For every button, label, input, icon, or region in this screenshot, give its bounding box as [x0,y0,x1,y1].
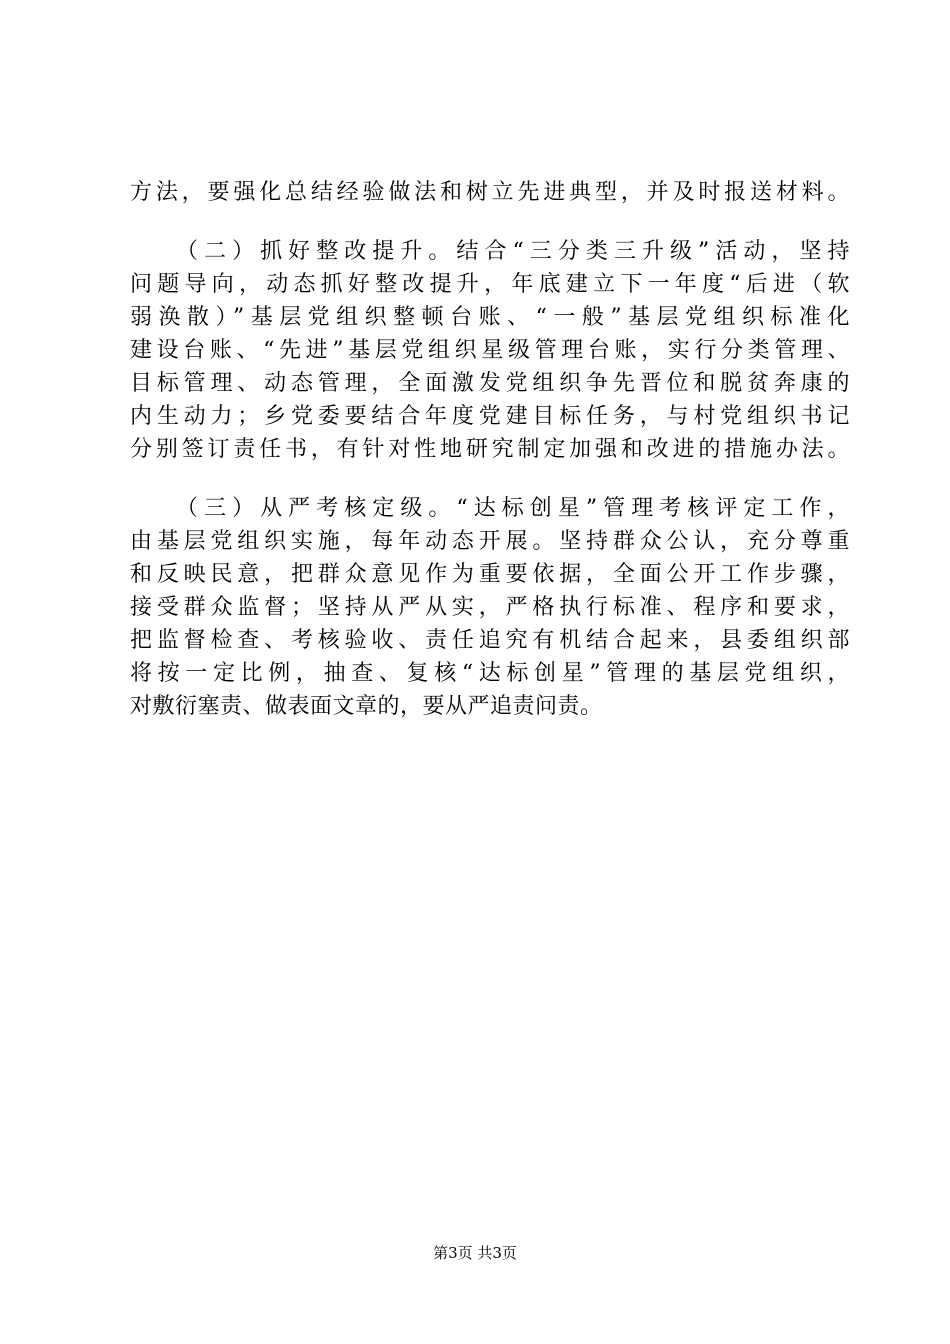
paragraph-spacer [130,209,850,235]
text-line: （二）抓好整改提升。结合“三分类三升级”活动，坚持 [176,239,850,264]
paragraph-3 [130,492,850,723]
text-line: 将按一定比例，抽查、复核“达标创星”管理的基层党组织， [130,661,850,686]
paragraph-2 [130,235,850,466]
text-line: 分别签订责任书，有针对性地研究制定加强和改进的措施办法。 [130,437,850,462]
text-line: 内生动力；乡党委要结合年度党建目标任务，与村党组织书记 [130,404,850,429]
text-line: 接受群众监督；坚持从严从实，严格执行标准、程序和要求， [130,595,850,620]
text-line: 方法，要强化总结经验做法和树立先进典型，并及时报送材料。 [130,180,850,205]
text-line: 由基层党组织实施，每年动态开展。坚持群众公认，充分尊重 [130,529,850,554]
text-line: 弱涣散）”基层党组织整顿台账、“一般”基层党组织标准化 [130,305,850,330]
text-line: 目标管理、动态管理，全面激发党组织争先晋位和脱贫奔康的 [130,371,850,396]
text-line: 对敷衍塞责、做表面文章的，要从严追责问责。 [130,694,603,719]
text-line: 问题导向，动态抓好整改提升，年底建立下一年度“后进（软 [130,272,850,297]
page-footer: 第3页 共3页 [433,1244,517,1262]
document-body [130,176,850,723]
text-line: 把监督检查、考核验收、责任追究有机结合起来，县委组织部 [130,628,850,653]
text-line: 和反映民意，把群众意见作为重要依据，全面公开工作步骤， [130,562,850,587]
paragraph-spacer [130,466,850,492]
paragraph-1 [130,176,850,209]
text-line: 建设台账、“先进”基层党组织星级管理台账，实行分类管理、 [130,338,850,363]
text-line: （三）从严考核定级。“达标创星”管理考核评定工作， [176,496,850,521]
